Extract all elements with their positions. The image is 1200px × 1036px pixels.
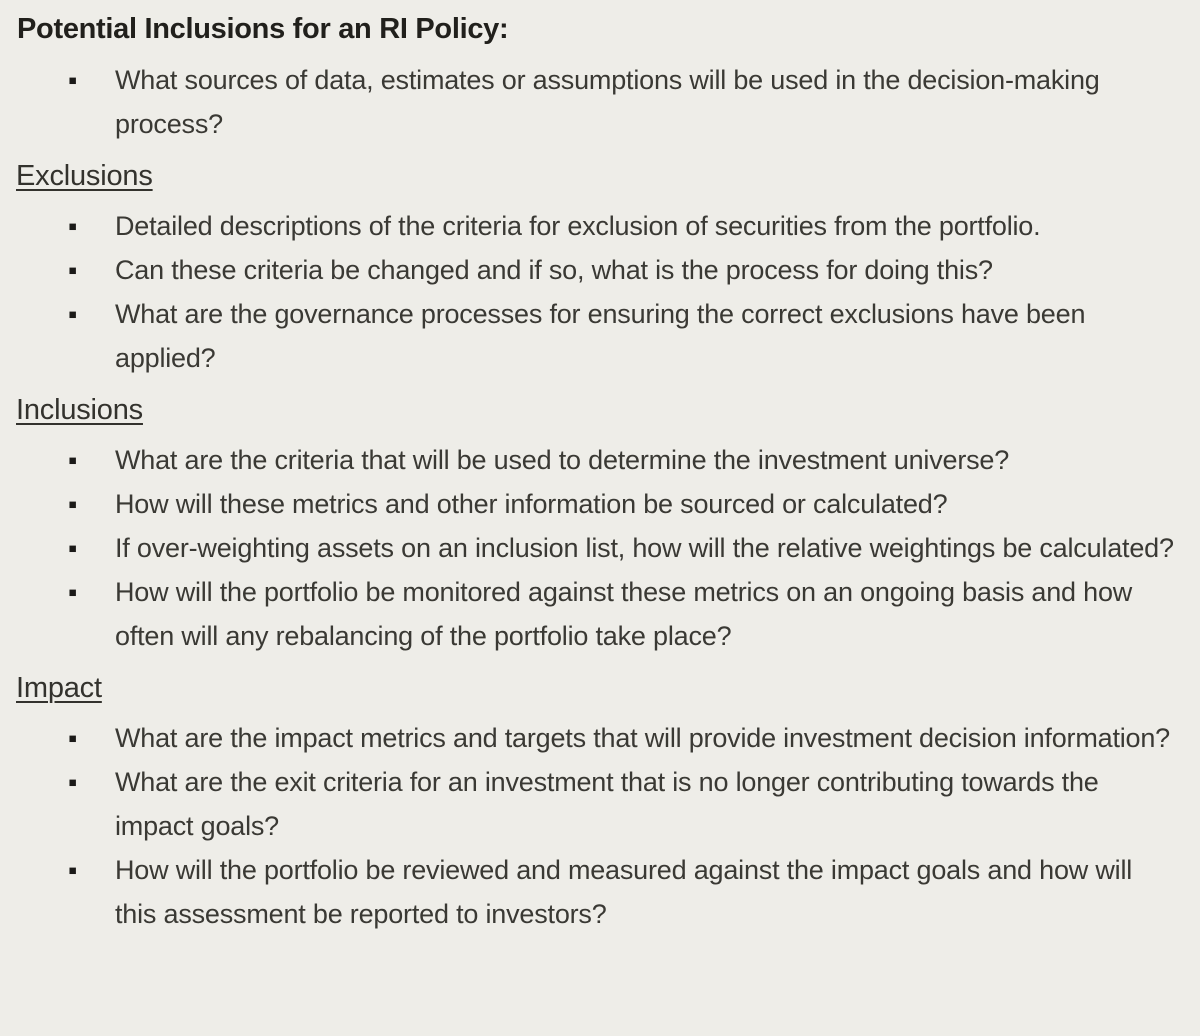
bullet-square-icon: ▪ bbox=[68, 255, 78, 285]
policy-section bbox=[16, 154, 1180, 380]
bullet-text: What are the criteria that will be used to determine the investment universe? bbox=[115, 445, 1010, 475]
bullet-item bbox=[16, 482, 1180, 526]
bullet-text: If over-weighting assets on an inclusion list, how will the relative weightings be calculated? bbox=[115, 533, 1174, 563]
bullet-text: How will these metrics and other information be sourced or calculated? bbox=[115, 489, 948, 519]
bullet-text: How will the portfolio be monitored against these metrics on an ongoing basis and how often will any rebalancing of the portfolio take place? bbox=[115, 577, 1133, 651]
bullet-square-icon: ▪ bbox=[68, 211, 78, 241]
section-bullet-list bbox=[16, 204, 1180, 380]
sections-container bbox=[16, 58, 1180, 936]
policy-section bbox=[16, 388, 1180, 658]
bullet-square-icon: ▪ bbox=[68, 445, 78, 475]
bullet-item bbox=[16, 760, 1180, 848]
bullet-square-icon: ▪ bbox=[68, 577, 78, 607]
page-title: Potential Inclusions for an RI Policy: bbox=[17, 13, 509, 45]
bullet-square-icon: ▪ bbox=[68, 489, 78, 519]
policy-section bbox=[16, 58, 1180, 146]
section-heading: Impact bbox=[16, 672, 102, 704]
bullet-item bbox=[16, 716, 1180, 760]
bullet-square-icon: ▪ bbox=[68, 767, 78, 797]
bullet-item bbox=[16, 292, 1180, 380]
bullet-square-icon: ▪ bbox=[68, 299, 78, 329]
bullet-text: What are the governance processes for ensuring the correct exclusions have been applied? bbox=[115, 299, 1086, 373]
policy-section bbox=[16, 666, 1180, 936]
bullet-text: Can these criteria be changed and if so, what is the process for doing this? bbox=[115, 255, 993, 285]
section-bullet-list bbox=[16, 716, 1180, 936]
section-heading: Exclusions bbox=[16, 160, 153, 192]
bullet-item bbox=[16, 570, 1180, 658]
bullet-item bbox=[16, 848, 1180, 936]
section-bullet-list bbox=[16, 438, 1180, 658]
bullet-square-icon: ▪ bbox=[68, 65, 78, 95]
bullet-item bbox=[16, 248, 1180, 292]
bullet-text: How will the portfolio be reviewed and measured against the impact goals and how will this assessment be reported to investors? bbox=[115, 855, 1133, 929]
section-bullet-list bbox=[16, 58, 1180, 146]
bullet-item bbox=[16, 58, 1180, 146]
bullet-item bbox=[16, 204, 1180, 248]
bullet-item bbox=[16, 438, 1180, 482]
bullet-text: What are the impact metrics and targets that will provide investment decision information? bbox=[115, 723, 1170, 753]
section-heading: Inclusions bbox=[16, 394, 143, 426]
bullet-text: What sources of data, estimates or assumptions will be used in the decision-making process? bbox=[115, 65, 1100, 139]
bullet-text: What are the exit criteria for an investment that is no longer contributing towards the impact goals? bbox=[115, 767, 1099, 841]
bullet-square-icon: ▪ bbox=[68, 723, 78, 753]
bullet-square-icon: ▪ bbox=[68, 855, 78, 885]
bullet-text: Detailed descriptions of the criteria for exclusion of securities from the portfolio. bbox=[115, 211, 1041, 241]
bullet-square-icon: ▪ bbox=[68, 533, 78, 563]
bullet-item bbox=[16, 526, 1180, 570]
